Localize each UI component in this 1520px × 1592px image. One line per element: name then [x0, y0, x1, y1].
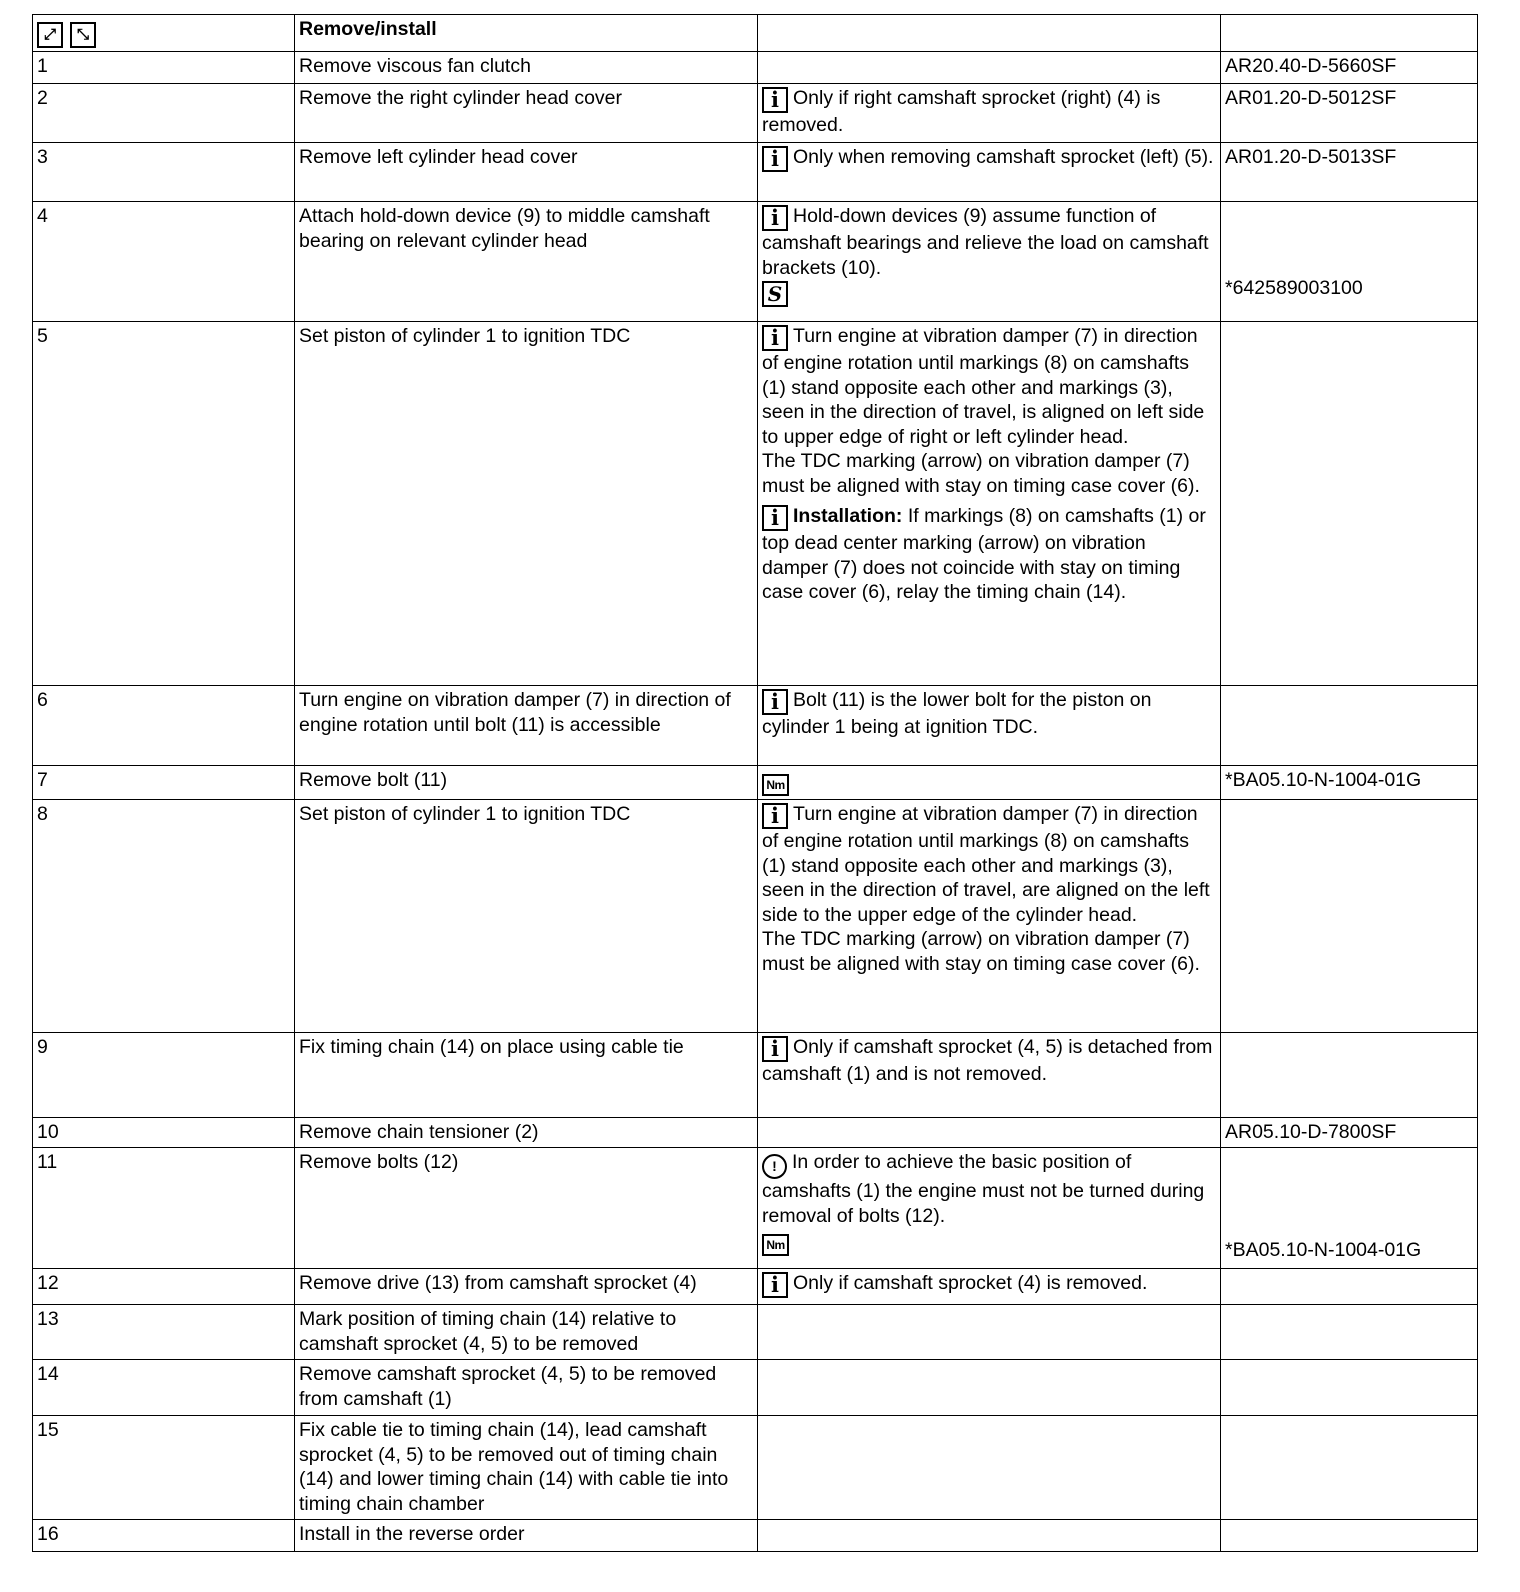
step-note: [758, 1269, 1221, 1305]
warning-icon: !: [762, 1154, 787, 1179]
step-action: Set piston of cylinder 1 to ignition TDC: [295, 800, 758, 1033]
step-note: [758, 1416, 1221, 1520]
step-number: 3: [33, 143, 295, 202]
step-note: [758, 52, 1221, 84]
note-text: Bolt (11) is the lower bolt for the piston on cylinder 1 being at ignition TDC.: [762, 689, 1152, 738]
note-text: In order to achieve the basic position of camshafts (1) the engine must not be turned during removal of bolts (12).: [762, 1151, 1205, 1227]
expand-all-icon[interactable]: ⤢: [37, 22, 63, 48]
step-note: [758, 1305, 1221, 1360]
step-reference-cell: [1221, 686, 1478, 766]
step-reference-link[interactable]: *BA05.10-N-1004-01G: [1221, 766, 1478, 800]
torque-icon[interactable]: Nm: [762, 774, 789, 796]
step-reference-link[interactable]: *BA05.10-N-1004-01G: [1225, 1239, 1422, 1261]
table-row: [33, 52, 1478, 84]
step-number: 1: [33, 52, 295, 84]
note-text: The TDC marking (arrow) on vibration damper (7) must be aligned with stay on timing case cover (6).: [762, 928, 1200, 975]
table-row: [33, 84, 1478, 143]
step-note: [758, 322, 1221, 686]
table-row: [33, 1269, 1478, 1305]
step-reference-cell: [1221, 1520, 1478, 1552]
info-icon: i: [762, 1272, 788, 1298]
step-number: 13: [33, 1305, 295, 1360]
header-empty-cell: [1221, 15, 1478, 52]
step-reference-cell: [1221, 800, 1478, 1033]
installation-label: Installation:: [793, 505, 903, 527]
table-row: [33, 1148, 1478, 1269]
collapse-all-icon[interactable]: ⤡: [70, 22, 96, 48]
step-note: [758, 1360, 1221, 1416]
step-number: 14: [33, 1360, 295, 1416]
step-reference-cell: [1221, 1269, 1478, 1305]
note-text: If markings (8) on camshafts (1) or top dead center marking (arrow) on vibration damper (7) does not coincide with stay on timing case cover (6), relay the timing chain (14).: [762, 505, 1206, 603]
step-number: 12: [33, 1269, 295, 1305]
table-row: [33, 1416, 1478, 1520]
step-reference-link[interactable]: *642589003100: [1225, 277, 1363, 299]
note-text: Only when removing camshaft sprocket (left) (5).: [793, 146, 1214, 168]
table-header-row: [33, 15, 1478, 52]
table-row: [33, 1520, 1478, 1552]
header-icons-cell: [33, 15, 295, 52]
step-reference-cell: [1221, 1360, 1478, 1416]
step-reference-link[interactable]: AR20.40-D-5660SF: [1221, 52, 1478, 84]
step-action: Set piston of cylinder 1 to ignition TDC: [295, 322, 758, 686]
step-action: Remove bolt (11): [295, 766, 758, 800]
step-action: Remove camshaft sprocket (4, 5) to be removed from camshaft (1): [295, 1360, 758, 1416]
step-action: Turn engine on vibration damper (7) in direction of engine rotation until bolt (11) is accessible: [295, 686, 758, 766]
step-number: 11: [33, 1148, 295, 1269]
table-row: [33, 766, 1478, 800]
step-action: Remove chain tensioner (2): [295, 1118, 758, 1148]
step-note: [758, 1118, 1221, 1148]
step-action: Install in the reverse order: [295, 1520, 758, 1552]
step-reference-cell: [1221, 1305, 1478, 1360]
header-empty-cell: [758, 15, 1221, 52]
step-number: 10: [33, 1118, 295, 1148]
special-tool-icon[interactable]: S: [762, 281, 788, 307]
step-note: [758, 1148, 1221, 1269]
step-reference-link[interactable]: AR01.20-D-5012SF: [1221, 84, 1478, 143]
note-text: Only if camshaft sprocket (4) is removed.: [793, 1272, 1148, 1294]
step-reference-cell: [1221, 1416, 1478, 1520]
info-icon: i: [762, 146, 788, 172]
torque-icon[interactable]: Nm: [762, 1234, 789, 1256]
step-action: Remove bolts (12): [295, 1148, 758, 1269]
step-note: [758, 143, 1221, 202]
step-note: [758, 766, 1221, 800]
step-note: [758, 1033, 1221, 1118]
table-row: [33, 143, 1478, 202]
step-action: Fix cable tie to timing chain (14), lead camshaft sprocket (4, 5) to be removed out of timing chain (14) and lower timing chain (14) with cable tie into timing chain chamber: [295, 1416, 758, 1520]
info-icon: i: [762, 205, 788, 231]
step-note: [758, 84, 1221, 143]
note-text: Hold-down devices (9) assume function of camshaft bearings and relieve the load on camshaft brackets (10).: [762, 205, 1209, 279]
step-number: 5: [33, 322, 295, 686]
step-number: 15: [33, 1416, 295, 1520]
table-row: [33, 800, 1478, 1033]
step-action: Fix timing chain (14) on place using cable tie: [295, 1033, 758, 1118]
step-note: [758, 686, 1221, 766]
step-action: Remove the right cylinder head cover: [295, 84, 758, 143]
step-number: 6: [33, 686, 295, 766]
step-action: Attach hold-down device (9) to middle camshaft bearing on relevant cylinder head: [295, 202, 758, 322]
note-text: The TDC marking (arrow) on vibration damper (7) must be aligned with stay on timing case cover (6).: [762, 450, 1200, 497]
table-row: [33, 1360, 1478, 1416]
step-reference-cell: [1221, 1033, 1478, 1118]
step-reference-link[interactable]: AR05.10-D-7800SF: [1221, 1118, 1478, 1148]
info-icon: i: [762, 87, 788, 113]
step-number: 7: [33, 766, 295, 800]
table-row: [33, 1305, 1478, 1360]
info-icon: i: [762, 1036, 788, 1062]
info-icon: i: [762, 325, 788, 351]
note-text: Only if camshaft sprocket (4, 5) is detached from camshaft (1) and is not removed.: [762, 1036, 1213, 1085]
step-number: 16: [33, 1520, 295, 1552]
info-icon: i: [762, 803, 788, 829]
step-number: 2: [33, 84, 295, 143]
step-number: 8: [33, 800, 295, 1033]
step-number: 9: [33, 1033, 295, 1118]
table-row: [33, 1118, 1478, 1148]
step-reference-cell: [1221, 322, 1478, 686]
step-action: Remove drive (13) from camshaft sprocket (4): [295, 1269, 758, 1305]
step-note: [758, 1520, 1221, 1552]
procedure-table: [32, 14, 1478, 1552]
info-icon: i: [762, 689, 788, 715]
info-icon: i: [762, 505, 788, 531]
step-action: Mark position of timing chain (14) relative to camshaft sprocket (4, 5) to be removed: [295, 1305, 758, 1360]
step-reference-cell: [1221, 202, 1478, 322]
table-row: [33, 1033, 1478, 1118]
table-row: [33, 202, 1478, 322]
step-action: Remove left cylinder head cover: [295, 143, 758, 202]
table-row: [33, 686, 1478, 766]
note-text: Turn engine at vibration damper (7) in direction of engine rotation until markings (8) on camshafts (1) stand opposite each other and markings (3), seen in the direction of travel, is aligned on left side to upper edge of right or left cylinder head.: [762, 325, 1205, 448]
step-note: [758, 800, 1221, 1033]
header-step-label: Remove/install: [295, 15, 758, 52]
note-text: Only if right camshaft sprocket (right) (4) is removed.: [762, 87, 1161, 136]
step-note: [758, 202, 1221, 322]
table-row: [33, 322, 1478, 686]
step-reference-link[interactable]: AR01.20-D-5013SF: [1221, 143, 1478, 202]
step-reference-cell: [1221, 1148, 1478, 1269]
step-number: 4: [33, 202, 295, 322]
step-action: Remove viscous fan clutch: [295, 52, 758, 84]
note-text: Turn engine at vibration damper (7) in direction of engine rotation until markings (8) on camshafts (1) stand opposite each other and markings (3), seen in the direction of travel, are aligned on the left side to the upper edge of the cylinder head.: [762, 803, 1210, 926]
